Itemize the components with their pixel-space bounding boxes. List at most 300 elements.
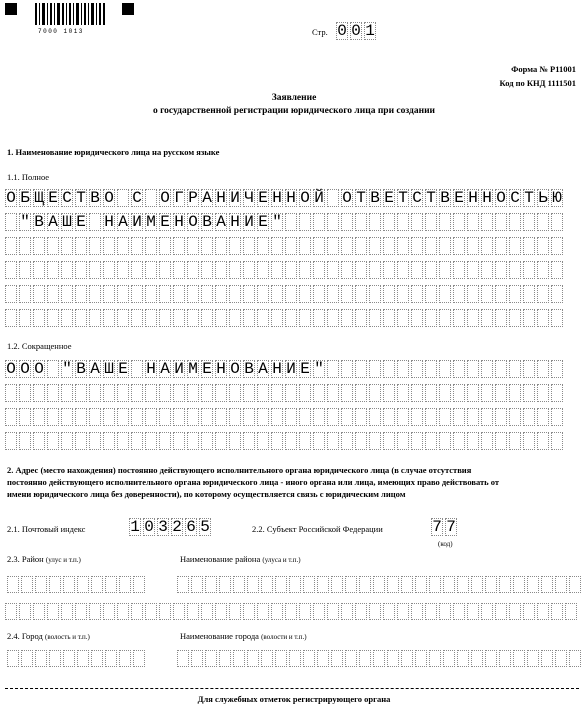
char-cell: Н: [272, 189, 282, 207]
char-cell: [317, 650, 329, 667]
char-cell: [229, 384, 241, 402]
char-cell: М: [188, 360, 198, 378]
postal-code-field[interactable]: [129, 518, 213, 536]
document-subtitle: о государственной регистрации юридического лица при создании: [152, 106, 436, 116]
char-cell: [425, 309, 437, 327]
char-cell: Й: [314, 189, 324, 207]
char-cell: [201, 603, 213, 620]
char-cell: [313, 261, 325, 279]
char-cell: [19, 309, 31, 327]
char-cell: Т: [524, 189, 534, 207]
char-cell: [495, 360, 507, 378]
char-cell: [481, 360, 493, 378]
char-cell: [495, 384, 507, 402]
char-cell: [397, 213, 409, 231]
char-cell: [569, 576, 581, 593]
char-cell: [425, 603, 437, 620]
char-cell: [5, 261, 17, 279]
char-cell: [569, 650, 581, 667]
char-cell: [89, 213, 101, 231]
char-cell: [355, 309, 367, 327]
char-cell: [285, 285, 297, 303]
char-cell: [215, 432, 227, 450]
char-cell: [89, 237, 101, 255]
char-cell: [33, 237, 45, 255]
char-cell: [219, 650, 231, 667]
full-name-row[interactable]: [5, 261, 565, 279]
char-cell: [453, 432, 465, 450]
char-cell: [355, 360, 367, 378]
char-cell: [89, 285, 101, 303]
char-cell: [119, 576, 131, 593]
char-cell: [187, 261, 199, 279]
char-cell: Е: [384, 189, 394, 207]
char-cell: [425, 213, 437, 231]
char-cell: [341, 309, 353, 327]
char-cell: [509, 360, 521, 378]
char-cell: [429, 650, 441, 667]
char-cell: И: [286, 360, 296, 378]
char-cell: [317, 576, 329, 593]
char-cell: [103, 408, 115, 426]
char-cell: [439, 432, 451, 450]
char-cell: [91, 650, 103, 667]
char-cell: [453, 237, 465, 255]
char-cell: [75, 408, 87, 426]
char-cell: [145, 408, 157, 426]
char-cell: 1: [365, 22, 375, 40]
char-cell: [187, 237, 199, 255]
char-cell: [537, 432, 549, 450]
char-cell: [133, 576, 145, 593]
char-cell: [173, 285, 185, 303]
district-name-field-1[interactable]: [177, 576, 583, 593]
char-cell: [35, 650, 47, 667]
full-name-row[interactable]: [5, 189, 565, 207]
char-cell: [401, 650, 413, 667]
char-cell: [233, 576, 245, 593]
char-cell: [61, 384, 73, 402]
char-cell: [457, 576, 469, 593]
char-cell: [63, 576, 75, 593]
char-cell: [467, 285, 479, 303]
char-cell: 7: [446, 518, 456, 536]
char-cell: [131, 261, 143, 279]
char-cell: [411, 360, 423, 378]
char-cell: 1: [130, 518, 140, 536]
char-cell: В: [440, 189, 450, 207]
char-cell: [327, 189, 339, 207]
char-cell: [275, 576, 287, 593]
char-cell: [369, 408, 381, 426]
char-cell: [19, 432, 31, 450]
char-cell: [551, 261, 563, 279]
char-cell: [49, 576, 61, 593]
char-cell: [369, 237, 381, 255]
char-cell: [425, 432, 437, 450]
char-cell: [117, 309, 129, 327]
char-cell: 5: [200, 518, 210, 536]
char-cell: О: [342, 189, 352, 207]
char-cell: [75, 285, 87, 303]
char-cell: [355, 603, 367, 620]
char-cell: [243, 432, 255, 450]
char-cell: [439, 384, 451, 402]
char-cell: [47, 360, 59, 378]
char-cell: Г: [174, 189, 184, 207]
char-cell: [145, 261, 157, 279]
char-cell: [299, 603, 311, 620]
char-cell: [271, 237, 283, 255]
char-cell: [355, 408, 367, 426]
char-cell: [369, 603, 381, 620]
char-cell: О: [230, 360, 240, 378]
char-cell: [481, 261, 493, 279]
char-cell: [485, 650, 497, 667]
char-cell: [35, 576, 47, 593]
char-cell: [383, 408, 395, 426]
char-cell: [341, 261, 353, 279]
char-cell: [481, 432, 493, 450]
section2-heading-line2: постоянно действующего исполнительного органа юридического лица - иного органа или лица, имеющих право действовать от: [7, 477, 500, 487]
char-cell: [215, 261, 227, 279]
char-cell: [229, 309, 241, 327]
char-cell: [299, 309, 311, 327]
char-cell: [117, 384, 129, 402]
char-cell: [299, 384, 311, 402]
char-cell: [411, 285, 423, 303]
char-cell: И: [174, 360, 184, 378]
char-cell: [355, 213, 367, 231]
char-cell: [341, 432, 353, 450]
char-cell: [509, 432, 521, 450]
char-cell: А: [160, 360, 170, 378]
char-cell: [411, 603, 423, 620]
char-cell: [425, 237, 437, 255]
district-name-field-2[interactable]: [5, 603, 579, 620]
char-cell: [313, 384, 325, 402]
char-cell: Н: [146, 360, 156, 378]
char-cell: [495, 603, 507, 620]
char-cell: [397, 408, 409, 426]
char-cell: [131, 309, 143, 327]
char-cell: [61, 432, 73, 450]
char-cell: [523, 237, 535, 255]
char-cell: [383, 432, 395, 450]
section2-heading-line1: 2. Адрес (место нахождения) постоянно действующего исполнительного органа юридического лица (в случае отсутствия: [7, 465, 472, 475]
char-cell: [369, 432, 381, 450]
char-cell: [537, 360, 549, 378]
char-cell: [271, 408, 283, 426]
char-cell: [243, 237, 255, 255]
char-cell: [173, 432, 185, 450]
char-cell: [425, 384, 437, 402]
char-cell: [103, 384, 115, 402]
char-cell: [191, 650, 203, 667]
char-cell: [481, 384, 493, 402]
char-cell: [383, 309, 395, 327]
char-cell: [481, 285, 493, 303]
char-cell: [21, 650, 33, 667]
char-cell: [47, 309, 59, 327]
char-cell: [215, 384, 227, 402]
barcode: [35, 3, 105, 25]
char-cell: [509, 261, 521, 279]
char-cell: [117, 432, 129, 450]
char-cell: [89, 384, 101, 402]
char-cell: [243, 408, 255, 426]
char-cell: А: [48, 213, 58, 231]
char-cell: [383, 360, 395, 378]
char-cell: [495, 408, 507, 426]
char-cell: Т: [76, 189, 86, 207]
char-cell: [537, 213, 549, 231]
char-cell: [33, 309, 45, 327]
char-cell: [439, 213, 451, 231]
char-cell: [33, 384, 45, 402]
char-cell: [523, 213, 535, 231]
char-cell: [215, 237, 227, 255]
char-cell: [467, 213, 479, 231]
char-cell: [439, 603, 451, 620]
char-cell: [481, 603, 493, 620]
district-label-text: 2.3. Район: [7, 554, 44, 564]
char-cell: [551, 603, 563, 620]
char-cell: Е: [160, 213, 170, 231]
char-cell: [383, 237, 395, 255]
char-cell: О: [6, 189, 16, 207]
char-cell: И: [244, 213, 254, 231]
char-cell: [509, 237, 521, 255]
full-name-row[interactable]: [5, 237, 565, 255]
char-cell: [233, 650, 245, 667]
char-cell: [485, 576, 497, 593]
char-cell: [341, 384, 353, 402]
city-name-hint: (волости и т.п.): [261, 633, 307, 641]
char-cell: [145, 384, 157, 402]
char-cell: [285, 213, 297, 231]
char-cell: [243, 285, 255, 303]
char-cell: [19, 603, 31, 620]
char-cell: [397, 285, 409, 303]
region-code-field[interactable]: [431, 518, 459, 536]
char-cell: [75, 237, 87, 255]
char-cell: [359, 650, 371, 667]
char-cell: [229, 237, 241, 255]
char-cell: [411, 309, 423, 327]
char-cell: [117, 237, 129, 255]
char-cell: [541, 650, 553, 667]
char-cell: Е: [258, 213, 268, 231]
char-cell: Щ: [34, 189, 44, 207]
short-name-row[interactable]: [5, 408, 565, 426]
char-cell: [551, 408, 563, 426]
full-name-row[interactable]: [5, 309, 565, 327]
char-cell: [551, 213, 563, 231]
char-cell: Ь: [538, 189, 548, 207]
char-cell: [369, 285, 381, 303]
char-cell: [415, 650, 427, 667]
char-cell: [509, 384, 521, 402]
char-cell: О: [160, 189, 170, 207]
city-code-field[interactable]: [7, 650, 147, 667]
char-cell: [159, 261, 171, 279]
district-label: [7, 554, 81, 564]
char-cell: [345, 576, 357, 593]
char-cell: Е: [202, 360, 212, 378]
char-cell: [537, 603, 549, 620]
char-cell: [523, 603, 535, 620]
char-cell: [303, 576, 315, 593]
char-cell: [453, 309, 465, 327]
char-cell: ": [314, 360, 324, 378]
char-cell: [513, 576, 525, 593]
char-cell: [187, 408, 199, 426]
char-cell: [257, 261, 269, 279]
full-name-row[interactable]: [5, 213, 565, 231]
char-cell: [159, 408, 171, 426]
char-cell: [481, 309, 493, 327]
char-cell: [537, 384, 549, 402]
char-cell: [453, 285, 465, 303]
char-cell: Н: [104, 213, 114, 231]
char-cell: [5, 237, 17, 255]
char-cell: [257, 603, 269, 620]
char-cell: [401, 576, 413, 593]
char-cell: Н: [286, 189, 296, 207]
char-cell: [271, 603, 283, 620]
char-cell: [411, 432, 423, 450]
section2-heading-line3: имени юридического лица без доверенности), по которому осуществляется связь с юридическим лицом: [7, 489, 406, 499]
char-cell: О: [6, 360, 16, 378]
char-cell: [341, 285, 353, 303]
char-cell: [299, 285, 311, 303]
char-cell: [271, 384, 283, 402]
char-cell: [313, 213, 325, 231]
char-cell: [131, 360, 143, 378]
char-cell: [103, 261, 115, 279]
char-cell: [229, 603, 241, 620]
char-cell: [243, 603, 255, 620]
char-cell: [205, 650, 217, 667]
char-cell: [355, 285, 367, 303]
section1-heading: 1. Наименование юридического лица на русском языке: [7, 147, 220, 157]
char-cell: [397, 432, 409, 450]
char-cell: [201, 384, 213, 402]
char-cell: [89, 603, 101, 620]
city-hint: (волость и т.п.): [45, 633, 90, 641]
char-cell: В: [202, 213, 212, 231]
char-cell: [261, 576, 273, 593]
short-name-row[interactable]: [5, 432, 565, 450]
char-cell: [453, 408, 465, 426]
char-cell: [299, 408, 311, 426]
char-cell: [187, 603, 199, 620]
char-cell: [243, 309, 255, 327]
char-cell: [229, 285, 241, 303]
char-cell: [285, 261, 297, 279]
char-cell: [471, 650, 483, 667]
char-cell: [443, 576, 455, 593]
char-cell: [89, 261, 101, 279]
char-cell: [77, 576, 89, 593]
char-cell: [33, 261, 45, 279]
char-cell: [215, 408, 227, 426]
char-cell: [145, 603, 157, 620]
char-cell: [397, 237, 409, 255]
char-cell: [285, 603, 297, 620]
char-cell: [383, 261, 395, 279]
char-cell: О: [104, 189, 114, 207]
char-cell: [523, 360, 535, 378]
char-cell: [453, 384, 465, 402]
page-label: Стр.: [312, 27, 328, 37]
char-cell: [173, 384, 185, 402]
char-cell: [383, 285, 395, 303]
char-cell: [201, 261, 213, 279]
char-cell: [523, 261, 535, 279]
char-cell: [299, 237, 311, 255]
char-cell: О: [496, 189, 506, 207]
char-cell: [523, 285, 535, 303]
char-cell: [499, 650, 511, 667]
official-marks-label: Для служебных отметок регистрирующего органа: [197, 694, 391, 704]
char-cell: [481, 213, 493, 231]
char-cell: [313, 285, 325, 303]
char-cell: [215, 603, 227, 620]
char-cell: [173, 408, 185, 426]
city-name-field[interactable]: [177, 650, 583, 667]
form-number: Форма № Р11001: [511, 64, 576, 74]
char-cell: [467, 261, 479, 279]
char-cell: [467, 309, 479, 327]
char-cell: [509, 309, 521, 327]
char-cell: [159, 384, 171, 402]
full-name-row[interactable]: [5, 285, 565, 303]
char-cell: [75, 384, 87, 402]
char-cell: [313, 603, 325, 620]
short-name-row[interactable]: [5, 360, 565, 378]
char-cell: [5, 309, 17, 327]
char-cell: В: [34, 213, 44, 231]
char-cell: [187, 285, 199, 303]
char-cell: [327, 384, 339, 402]
char-cell: [289, 576, 301, 593]
char-cell: [201, 309, 213, 327]
char-cell: [387, 650, 399, 667]
char-cell: С: [132, 189, 142, 207]
char-cell: [271, 432, 283, 450]
char-cell: [187, 309, 199, 327]
char-cell: [205, 576, 217, 593]
char-cell: [75, 432, 87, 450]
char-cell: [131, 603, 143, 620]
char-cell: [537, 285, 549, 303]
char-cell: [117, 189, 129, 207]
char-cell: [439, 261, 451, 279]
char-cell: [187, 432, 199, 450]
char-cell: [145, 189, 157, 207]
char-cell: [481, 237, 493, 255]
char-cell: [191, 576, 203, 593]
char-cell: [443, 650, 455, 667]
char-cell: [159, 432, 171, 450]
char-cell: [201, 285, 213, 303]
region-label: 2.2. Субъект Российской Федерации: [252, 524, 383, 534]
short-name-row[interactable]: [5, 384, 565, 402]
district-code-field[interactable]: [7, 576, 147, 593]
char-cell: [551, 432, 563, 450]
